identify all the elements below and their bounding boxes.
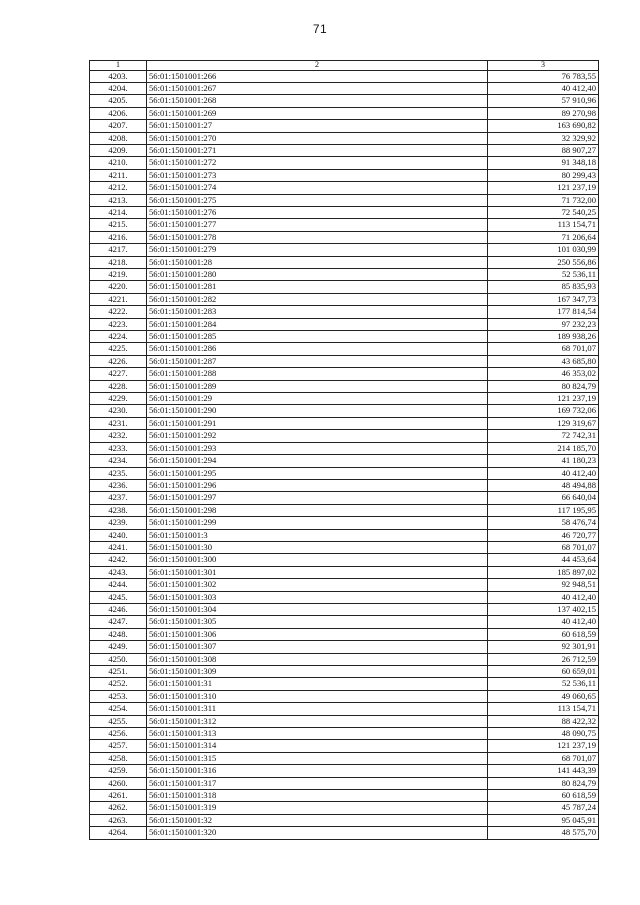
cadastral-value: 72 742,31 — [488, 430, 599, 442]
row-number: 4261. — [90, 790, 147, 802]
row-number: 4218. — [90, 256, 147, 268]
table-row — [90, 393, 599, 405]
table-row — [90, 666, 599, 678]
cadastral-number: 56:01:1501001:280 — [147, 269, 488, 281]
table-row — [90, 504, 599, 516]
cadastral-number: 56:01:1501001:293 — [147, 442, 488, 454]
row-number: 4260. — [90, 777, 147, 789]
cadastral-value: 68 701,07 — [488, 541, 599, 553]
cadastral-value: 40 412,40 — [488, 616, 599, 628]
cadastral-number: 56:01:1501001:312 — [147, 715, 488, 727]
row-number: 4242. — [90, 554, 147, 566]
cadastral-number: 56:01:1501001:266 — [147, 70, 488, 82]
cadastral-value: 44 453,64 — [488, 554, 599, 566]
row-number: 4225. — [90, 343, 147, 355]
row-number: 4236. — [90, 479, 147, 491]
row-number: 4203. — [90, 70, 147, 82]
table-row — [90, 368, 599, 380]
table-row — [90, 132, 599, 144]
table-row — [90, 690, 599, 702]
cadastral-value: 80 824,79 — [488, 777, 599, 789]
row-number: 4230. — [90, 405, 147, 417]
table-row — [90, 703, 599, 715]
cadastral-value: 60 659,01 — [488, 666, 599, 678]
table-row — [90, 120, 599, 132]
cadastral-number: 56:01:1501001:314 — [147, 740, 488, 752]
table-row — [90, 169, 599, 181]
row-number: 4248. — [90, 628, 147, 640]
cadastral-number: 56:01:1501001:319 — [147, 802, 488, 814]
row-number: 4263. — [90, 814, 147, 826]
row-number: 4246. — [90, 603, 147, 615]
cadastral-value: 41 180,23 — [488, 455, 599, 467]
table-row — [90, 231, 599, 243]
cadastral-number: 56:01:1501001:29 — [147, 393, 488, 405]
table-row — [90, 219, 599, 231]
row-number: 4237. — [90, 492, 147, 504]
cadastral-value: 46 720,77 — [488, 529, 599, 541]
table-row — [90, 380, 599, 392]
row-number: 4231. — [90, 417, 147, 429]
row-number: 4222. — [90, 306, 147, 318]
table-row — [90, 603, 599, 615]
cadastral-value: 49 060,65 — [488, 690, 599, 702]
cadastral-number: 56:01:1501001:320 — [147, 827, 488, 839]
cadastral-value: 113 154,71 — [488, 219, 599, 231]
row-number: 4220. — [90, 281, 147, 293]
cadastral-number: 56:01:1501001:268 — [147, 95, 488, 107]
table-row — [90, 728, 599, 740]
cadastral-number: 56:01:1501001:278 — [147, 231, 488, 243]
cadastral-number: 56:01:1501001:307 — [147, 641, 488, 653]
cadastral-number: 56:01:1501001:281 — [147, 281, 488, 293]
row-number: 4232. — [90, 430, 147, 442]
cadastral-number: 56:01:1501001:289 — [147, 380, 488, 392]
table-row — [90, 182, 599, 194]
row-number: 4259. — [90, 765, 147, 777]
cadastral-number: 56:01:1501001:300 — [147, 554, 488, 566]
cadastral-value: 72 540,25 — [488, 206, 599, 218]
cadastral-value: 169 732,06 — [488, 405, 599, 417]
cadastral-number: 56:01:1501001:294 — [147, 455, 488, 467]
table-row — [90, 765, 599, 777]
table-row — [90, 554, 599, 566]
row-number: 4251. — [90, 666, 147, 678]
cadastral-number: 56:01:1501001:311 — [147, 703, 488, 715]
row-number: 4233. — [90, 442, 147, 454]
cadastral-number: 56:01:1501001:277 — [147, 219, 488, 231]
cadastral-value-table — [89, 60, 599, 840]
row-number: 4224. — [90, 331, 147, 343]
row-number: 4254. — [90, 703, 147, 715]
cadastral-number: 56:01:1501001:270 — [147, 132, 488, 144]
table-row — [90, 269, 599, 281]
cadastral-value: 121 237,19 — [488, 182, 599, 194]
row-number: 4262. — [90, 802, 147, 814]
cadastral-number: 56:01:1501001:287 — [147, 355, 488, 367]
cadastral-number: 56:01:1501001:283 — [147, 306, 488, 318]
table-row — [90, 790, 599, 802]
cadastral-value: 97 232,23 — [488, 318, 599, 330]
cadastral-value: 46 353,02 — [488, 368, 599, 380]
table-row — [90, 715, 599, 727]
row-number: 4258. — [90, 752, 147, 764]
cadastral-value: 137 402,15 — [488, 603, 599, 615]
table-row — [90, 752, 599, 764]
cadastral-value: 80 299,43 — [488, 169, 599, 181]
row-number: 4253. — [90, 690, 147, 702]
column-header-value: 3 — [488, 61, 599, 71]
table-row — [90, 194, 599, 206]
row-number: 4209. — [90, 144, 147, 156]
cadastral-value: 71 732,00 — [488, 194, 599, 206]
column-header-number: 1 — [90, 61, 147, 71]
cadastral-number: 56:01:1501001:303 — [147, 591, 488, 603]
table-body — [90, 70, 599, 839]
table-row — [90, 802, 599, 814]
cadastral-value: 52 536,11 — [488, 678, 599, 690]
cadastral-value: 26 712,59 — [488, 653, 599, 665]
row-number: 4257. — [90, 740, 147, 752]
cadastral-number: 56:01:1501001:308 — [147, 653, 488, 665]
row-number: 4226. — [90, 355, 147, 367]
table-row — [90, 293, 599, 305]
cadastral-value: 185 897,02 — [488, 566, 599, 578]
cadastral-number: 56:01:1501001:291 — [147, 417, 488, 429]
cadastral-value: 167 347,73 — [488, 293, 599, 305]
table-row — [90, 467, 599, 479]
table-row — [90, 157, 599, 169]
cadastral-value: 141 443,39 — [488, 765, 599, 777]
cadastral-value: 48 090,75 — [488, 728, 599, 740]
row-number: 4223. — [90, 318, 147, 330]
cadastral-value: 48 575,70 — [488, 827, 599, 839]
table-row — [90, 107, 599, 119]
cadastral-number: 56:01:1501001:302 — [147, 579, 488, 591]
row-number: 4208. — [90, 132, 147, 144]
cadastral-number: 56:01:1501001:28 — [147, 256, 488, 268]
cadastral-value: 40 412,40 — [488, 467, 599, 479]
table-row — [90, 70, 599, 82]
cadastral-value: 177 814,54 — [488, 306, 599, 318]
row-number: 4250. — [90, 653, 147, 665]
cadastral-value: 76 783,55 — [488, 70, 599, 82]
row-number: 4264. — [90, 827, 147, 839]
row-number: 4252. — [90, 678, 147, 690]
row-number: 4244. — [90, 579, 147, 591]
table-row — [90, 591, 599, 603]
table-row — [90, 355, 599, 367]
cadastral-number: 56:01:1501001:315 — [147, 752, 488, 764]
table-row — [90, 82, 599, 94]
table-row — [90, 417, 599, 429]
row-number: 4214. — [90, 206, 147, 218]
cadastral-value: 48 494,88 — [488, 479, 599, 491]
cadastral-number: 56:01:1501001:295 — [147, 467, 488, 479]
cadastral-number: 56:01:1501001:286 — [147, 343, 488, 355]
cadastral-value: 43 685,80 — [488, 355, 599, 367]
row-number: 4215. — [90, 219, 147, 231]
row-number: 4234. — [90, 455, 147, 467]
table-row — [90, 517, 599, 529]
row-number: 4227. — [90, 368, 147, 380]
cadastral-number: 56:01:1501001:299 — [147, 517, 488, 529]
cadastral-number: 56:01:1501001:285 — [147, 331, 488, 343]
table-row — [90, 827, 599, 839]
row-number: 4238. — [90, 504, 147, 516]
table-row — [90, 318, 599, 330]
cadastral-value: 88 907,27 — [488, 144, 599, 156]
table-row — [90, 579, 599, 591]
cadastral-number: 56:01:1501001:313 — [147, 728, 488, 740]
cadastral-number: 56:01:1501001:284 — [147, 318, 488, 330]
cadastral-value: 117 195,95 — [488, 504, 599, 516]
table-row — [90, 814, 599, 826]
row-number: 4239. — [90, 517, 147, 529]
cadastral-value: 214 185,70 — [488, 442, 599, 454]
row-number: 4249. — [90, 641, 147, 653]
table-row — [90, 331, 599, 343]
cadastral-number: 56:01:1501001:273 — [147, 169, 488, 181]
cadastral-value: 80 824,79 — [488, 380, 599, 392]
cadastral-value: 113 154,71 — [488, 703, 599, 715]
row-number: 4245. — [90, 591, 147, 603]
row-number: 4241. — [90, 541, 147, 553]
cadastral-number: 56:01:1501001:304 — [147, 603, 488, 615]
cadastral-value: 92 948,51 — [488, 579, 599, 591]
cadastral-value: 189 938,26 — [488, 331, 599, 343]
row-number: 4211. — [90, 169, 147, 181]
table-row — [90, 777, 599, 789]
cadastral-number: 56:01:1501001:317 — [147, 777, 488, 789]
cadastral-number: 56:01:1501001:310 — [147, 690, 488, 702]
cadastral-number: 56:01:1501001:318 — [147, 790, 488, 802]
cadastral-value: 91 348,18 — [488, 157, 599, 169]
cadastral-number: 56:01:1501001:274 — [147, 182, 488, 194]
table-row — [90, 206, 599, 218]
cadastral-value: 89 270,98 — [488, 107, 599, 119]
table-header-row — [90, 61, 599, 71]
cadastral-value: 60 618,59 — [488, 628, 599, 640]
cadastral-number: 56:01:1501001:3 — [147, 529, 488, 541]
cadastral-number: 56:01:1501001:288 — [147, 368, 488, 380]
cadastral-number: 56:01:1501001:282 — [147, 293, 488, 305]
cadastral-number: 56:01:1501001:296 — [147, 479, 488, 491]
table-row — [90, 616, 599, 628]
cadastral-value: 40 412,40 — [488, 591, 599, 603]
row-number: 4210. — [90, 157, 147, 169]
row-number: 4216. — [90, 231, 147, 243]
cadastral-value: 129 319,67 — [488, 417, 599, 429]
cadastral-number: 56:01:1501001:31 — [147, 678, 488, 690]
cadastral-value: 250 556,86 — [488, 256, 599, 268]
row-number: 4205. — [90, 95, 147, 107]
table-row — [90, 653, 599, 665]
table-row — [90, 541, 599, 553]
row-number: 4213. — [90, 194, 147, 206]
cadastral-number: 56:01:1501001:271 — [147, 144, 488, 156]
table-row — [90, 281, 599, 293]
row-number: 4229. — [90, 393, 147, 405]
cadastral-number: 56:01:1501001:267 — [147, 82, 488, 94]
cadastral-value: 85 835,93 — [488, 281, 599, 293]
cadastral-value: 40 412,40 — [488, 82, 599, 94]
row-number: 4256. — [90, 728, 147, 740]
cadastral-number: 56:01:1501001:275 — [147, 194, 488, 206]
table-row — [90, 144, 599, 156]
table-row — [90, 244, 599, 256]
table-row — [90, 678, 599, 690]
table-row — [90, 566, 599, 578]
row-number: 4212. — [90, 182, 147, 194]
column-header-cadastral-number: 2 — [147, 61, 488, 71]
table-row — [90, 455, 599, 467]
cadastral-number: 56:01:1501001:276 — [147, 206, 488, 218]
row-number: 4207. — [90, 120, 147, 132]
cadastral-value: 95 045,91 — [488, 814, 599, 826]
cadastral-value: 57 910,96 — [488, 95, 599, 107]
table-row — [90, 430, 599, 442]
cadastral-value: 92 301,91 — [488, 641, 599, 653]
cadastral-value: 101 030,99 — [488, 244, 599, 256]
cadastral-number: 56:01:1501001:32 — [147, 814, 488, 826]
cadastral-value: 163 690,82 — [488, 120, 599, 132]
cadastral-value: 71 206,64 — [488, 231, 599, 243]
row-number: 4219. — [90, 269, 147, 281]
cadastral-value: 58 476,74 — [488, 517, 599, 529]
table-row — [90, 479, 599, 491]
row-number: 4235. — [90, 467, 147, 479]
cadastral-number: 56:01:1501001:316 — [147, 765, 488, 777]
row-number: 4228. — [90, 380, 147, 392]
row-number: 4204. — [90, 82, 147, 94]
cadastral-number: 56:01:1501001:272 — [147, 157, 488, 169]
cadastral-number: 56:01:1501001:306 — [147, 628, 488, 640]
table-row — [90, 442, 599, 454]
cadastral-number: 56:01:1501001:290 — [147, 405, 488, 417]
cadastral-value: 121 237,19 — [488, 740, 599, 752]
cadastral-value: 66 640,04 — [488, 492, 599, 504]
table-row — [90, 256, 599, 268]
cadastral-number: 56:01:1501001:27 — [147, 120, 488, 132]
cadastral-number: 56:01:1501001:297 — [147, 492, 488, 504]
cadastral-number: 56:01:1501001:269 — [147, 107, 488, 119]
cadastral-number: 56:01:1501001:301 — [147, 566, 488, 578]
cadastral-number: 56:01:1501001:30 — [147, 541, 488, 553]
table-row — [90, 529, 599, 541]
table-row — [90, 306, 599, 318]
table-row — [90, 641, 599, 653]
cadastral-value: 121 237,19 — [488, 393, 599, 405]
row-number: 4217. — [90, 244, 147, 256]
table-row — [90, 740, 599, 752]
page-number: 71 — [312, 22, 328, 36]
table-row — [90, 492, 599, 504]
table-row — [90, 343, 599, 355]
table-row — [90, 628, 599, 640]
cadastral-number: 56:01:1501001:309 — [147, 666, 488, 678]
row-number: 4240. — [90, 529, 147, 541]
row-number: 4243. — [90, 566, 147, 578]
row-number: 4247. — [90, 616, 147, 628]
row-number: 4206. — [90, 107, 147, 119]
cadastral-number: 56:01:1501001:292 — [147, 430, 488, 442]
table-row — [90, 405, 599, 417]
table-row — [90, 95, 599, 107]
cadastral-value: 68 701,07 — [488, 343, 599, 355]
row-number: 4221. — [90, 293, 147, 305]
cadastral-number: 56:01:1501001:298 — [147, 504, 488, 516]
cadastral-number: 56:01:1501001:305 — [147, 616, 488, 628]
cadastral-value: 32 329,92 — [488, 132, 599, 144]
cadastral-value: 45 787,24 — [488, 802, 599, 814]
cadastral-number: 56:01:1501001:279 — [147, 244, 488, 256]
cadastral-value: 88 422,32 — [488, 715, 599, 727]
row-number: 4255. — [90, 715, 147, 727]
cadastral-value: 68 701,07 — [488, 752, 599, 764]
cadastral-value: 60 618,59 — [488, 790, 599, 802]
cadastral-value: 52 536,11 — [488, 269, 599, 281]
